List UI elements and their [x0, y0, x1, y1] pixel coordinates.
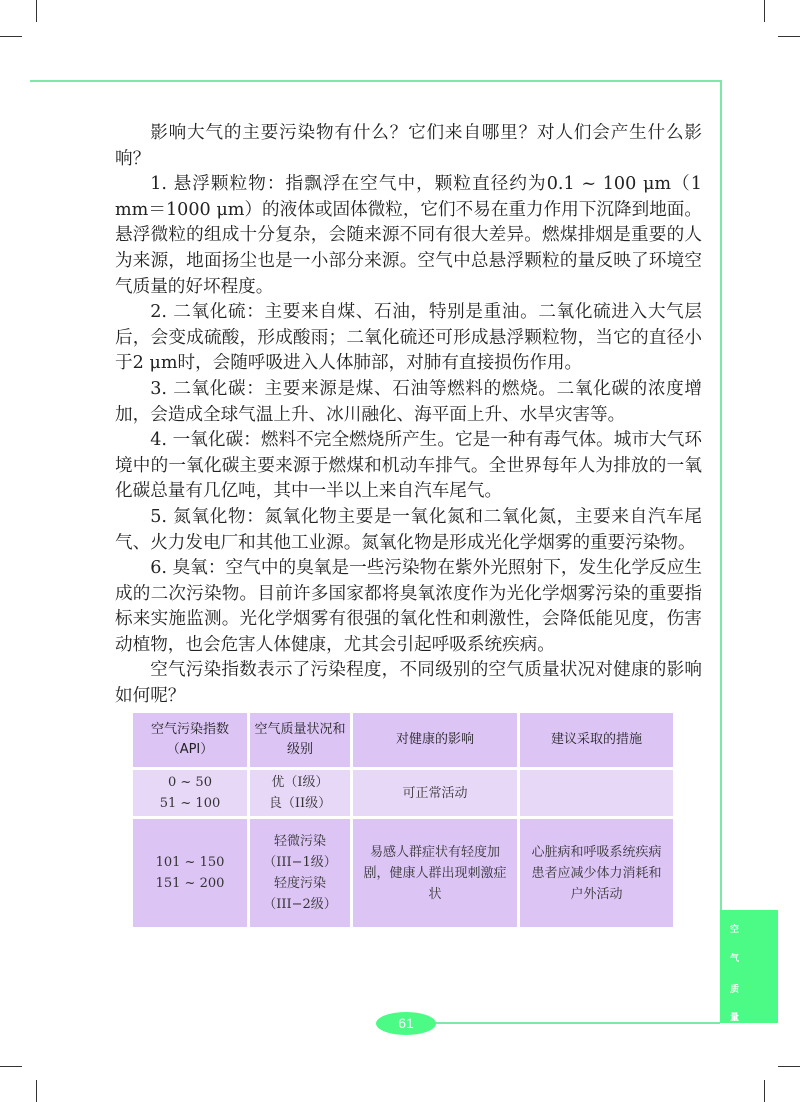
body-text — [115, 121, 702, 710]
paragraph: 3. 二氧化碳：主要来源是煤、石油等燃料的燃烧。二氧化碳的浓度增加，会造成全球气温上升、冰川融化、海平面上升、水旱灾害等。 — [115, 378, 702, 425]
paragraph: 4. 一氧化碳：燃料不完全燃烧所产生。它是一种有毒气体。城市大气环境中的一氧化碳主要来源于燃煤和机动车排气。全世界每年人为排放的一氧化碳总量有几亿吨，其中一半以上来自汽车尾气。 — [115, 430, 702, 502]
crop-mark — [36, 0, 37, 22]
header-level: 空气质量状况和级别 — [250, 713, 350, 767]
crop-mark — [764, 0, 765, 22]
paragraph: 6. 臭氧：空气中的臭氧是一些污染物在紫外光照射下，发生化学反应生成的二次污染物。目前许多国家都将臭氧浓度作为光化学烟雾污染的重要指标来实施监测。光化学烟雾有很强的氧化性和刺激性，会降低能见度，伤害动植物，也会危害人体健康，尤其会引起呼吸系统疾病。 — [115, 558, 702, 655]
crop-mark — [36, 1080, 37, 1102]
side-tab-char: 量 — [730, 1013, 740, 1023]
page-number: 61 — [376, 1012, 436, 1035]
paragraph: 影响大气的主要污染物有什么？它们来自哪里？对人们会产生什么影响？ — [115, 123, 702, 169]
paragraph: 空气污染指数表示了污染程度，不同级别的空气质量状况对健康的影响如何呢？ — [115, 660, 702, 707]
crop-mark — [778, 36, 800, 37]
crop-mark — [0, 36, 22, 37]
paragraph: 2. 二氧化硫：主要来自煤、石油，特别是重油。二氧化硫进入大气层后，会变成硫酸，形成酸雨；二氧化硫还可形成悬浮颗粒物，当它的直径小于2 μm时，会随呼吸进入人体肺部，对肺有直接损伤作用。 — [115, 302, 702, 374]
cell-level: 轻微污染 （III−1级） 轻度污染 （III−2级） — [250, 819, 350, 927]
bottom-border-line — [430, 1022, 720, 1024]
paragraph: 5. 氮氧化物：氮氧化物主要是一氧化氮和二氧化氮，主要来自汽车尾气、火力发电厂和其他工业源。氮氧化物是形成光化学烟雾的重要污染物。 — [115, 506, 702, 553]
cell-level: 优（I级） 良（II级） — [250, 770, 350, 816]
table-header-row — [133, 713, 673, 767]
table-row — [133, 770, 673, 816]
header-measures: 建议采取的措施 — [520, 713, 673, 767]
cell-api: 0 ~ 50 51 ~ 100 — [133, 770, 247, 816]
side-tab-char: 气 — [730, 954, 740, 964]
table-row — [133, 819, 673, 927]
cell-api: 101 ~ 150 151 ~ 200 — [133, 819, 247, 927]
top-border-line — [30, 80, 722, 82]
right-border-line — [720, 80, 722, 912]
cell-health-effect: 可正常活动 — [353, 770, 517, 816]
cell-health-effect: 易感人群症状有轻度加剧，健康人群出现刺激症状 — [353, 819, 517, 927]
header-api: 空气污染指数（API） — [133, 713, 247, 767]
paragraph: 1. 悬浮颗粒物：指飘浮在空气中，颗粒直径约为0.1 ~ 100 μm（1 mm＝1000 μm）的液体或固体微粒，它们不易在重力作用下沉降到地面。悬浮微粒的组成十分复杂，会随来源不同有很大差异。燃煤排烟是重要的人为来源，地面扬尘也是一小部分来源。空气中总悬浮颗粒的量反映了环境空气质量的好坏程度。 — [115, 174, 702, 297]
side-tab-char: 空 — [730, 925, 740, 935]
chapter-side-tab — [720, 910, 778, 1023]
header-health-effect: 对健康的影响 — [353, 713, 517, 767]
cell-measures — [520, 770, 673, 816]
crop-mark — [0, 1066, 22, 1067]
cell-measures: 心脏病和呼吸系统疾病患者应减少体力消耗和户外活动 — [520, 819, 673, 927]
side-tab-char: 质 — [730, 985, 740, 995]
air-quality-table — [130, 710, 676, 930]
crop-mark — [764, 1080, 765, 1102]
crop-mark — [778, 1066, 800, 1067]
